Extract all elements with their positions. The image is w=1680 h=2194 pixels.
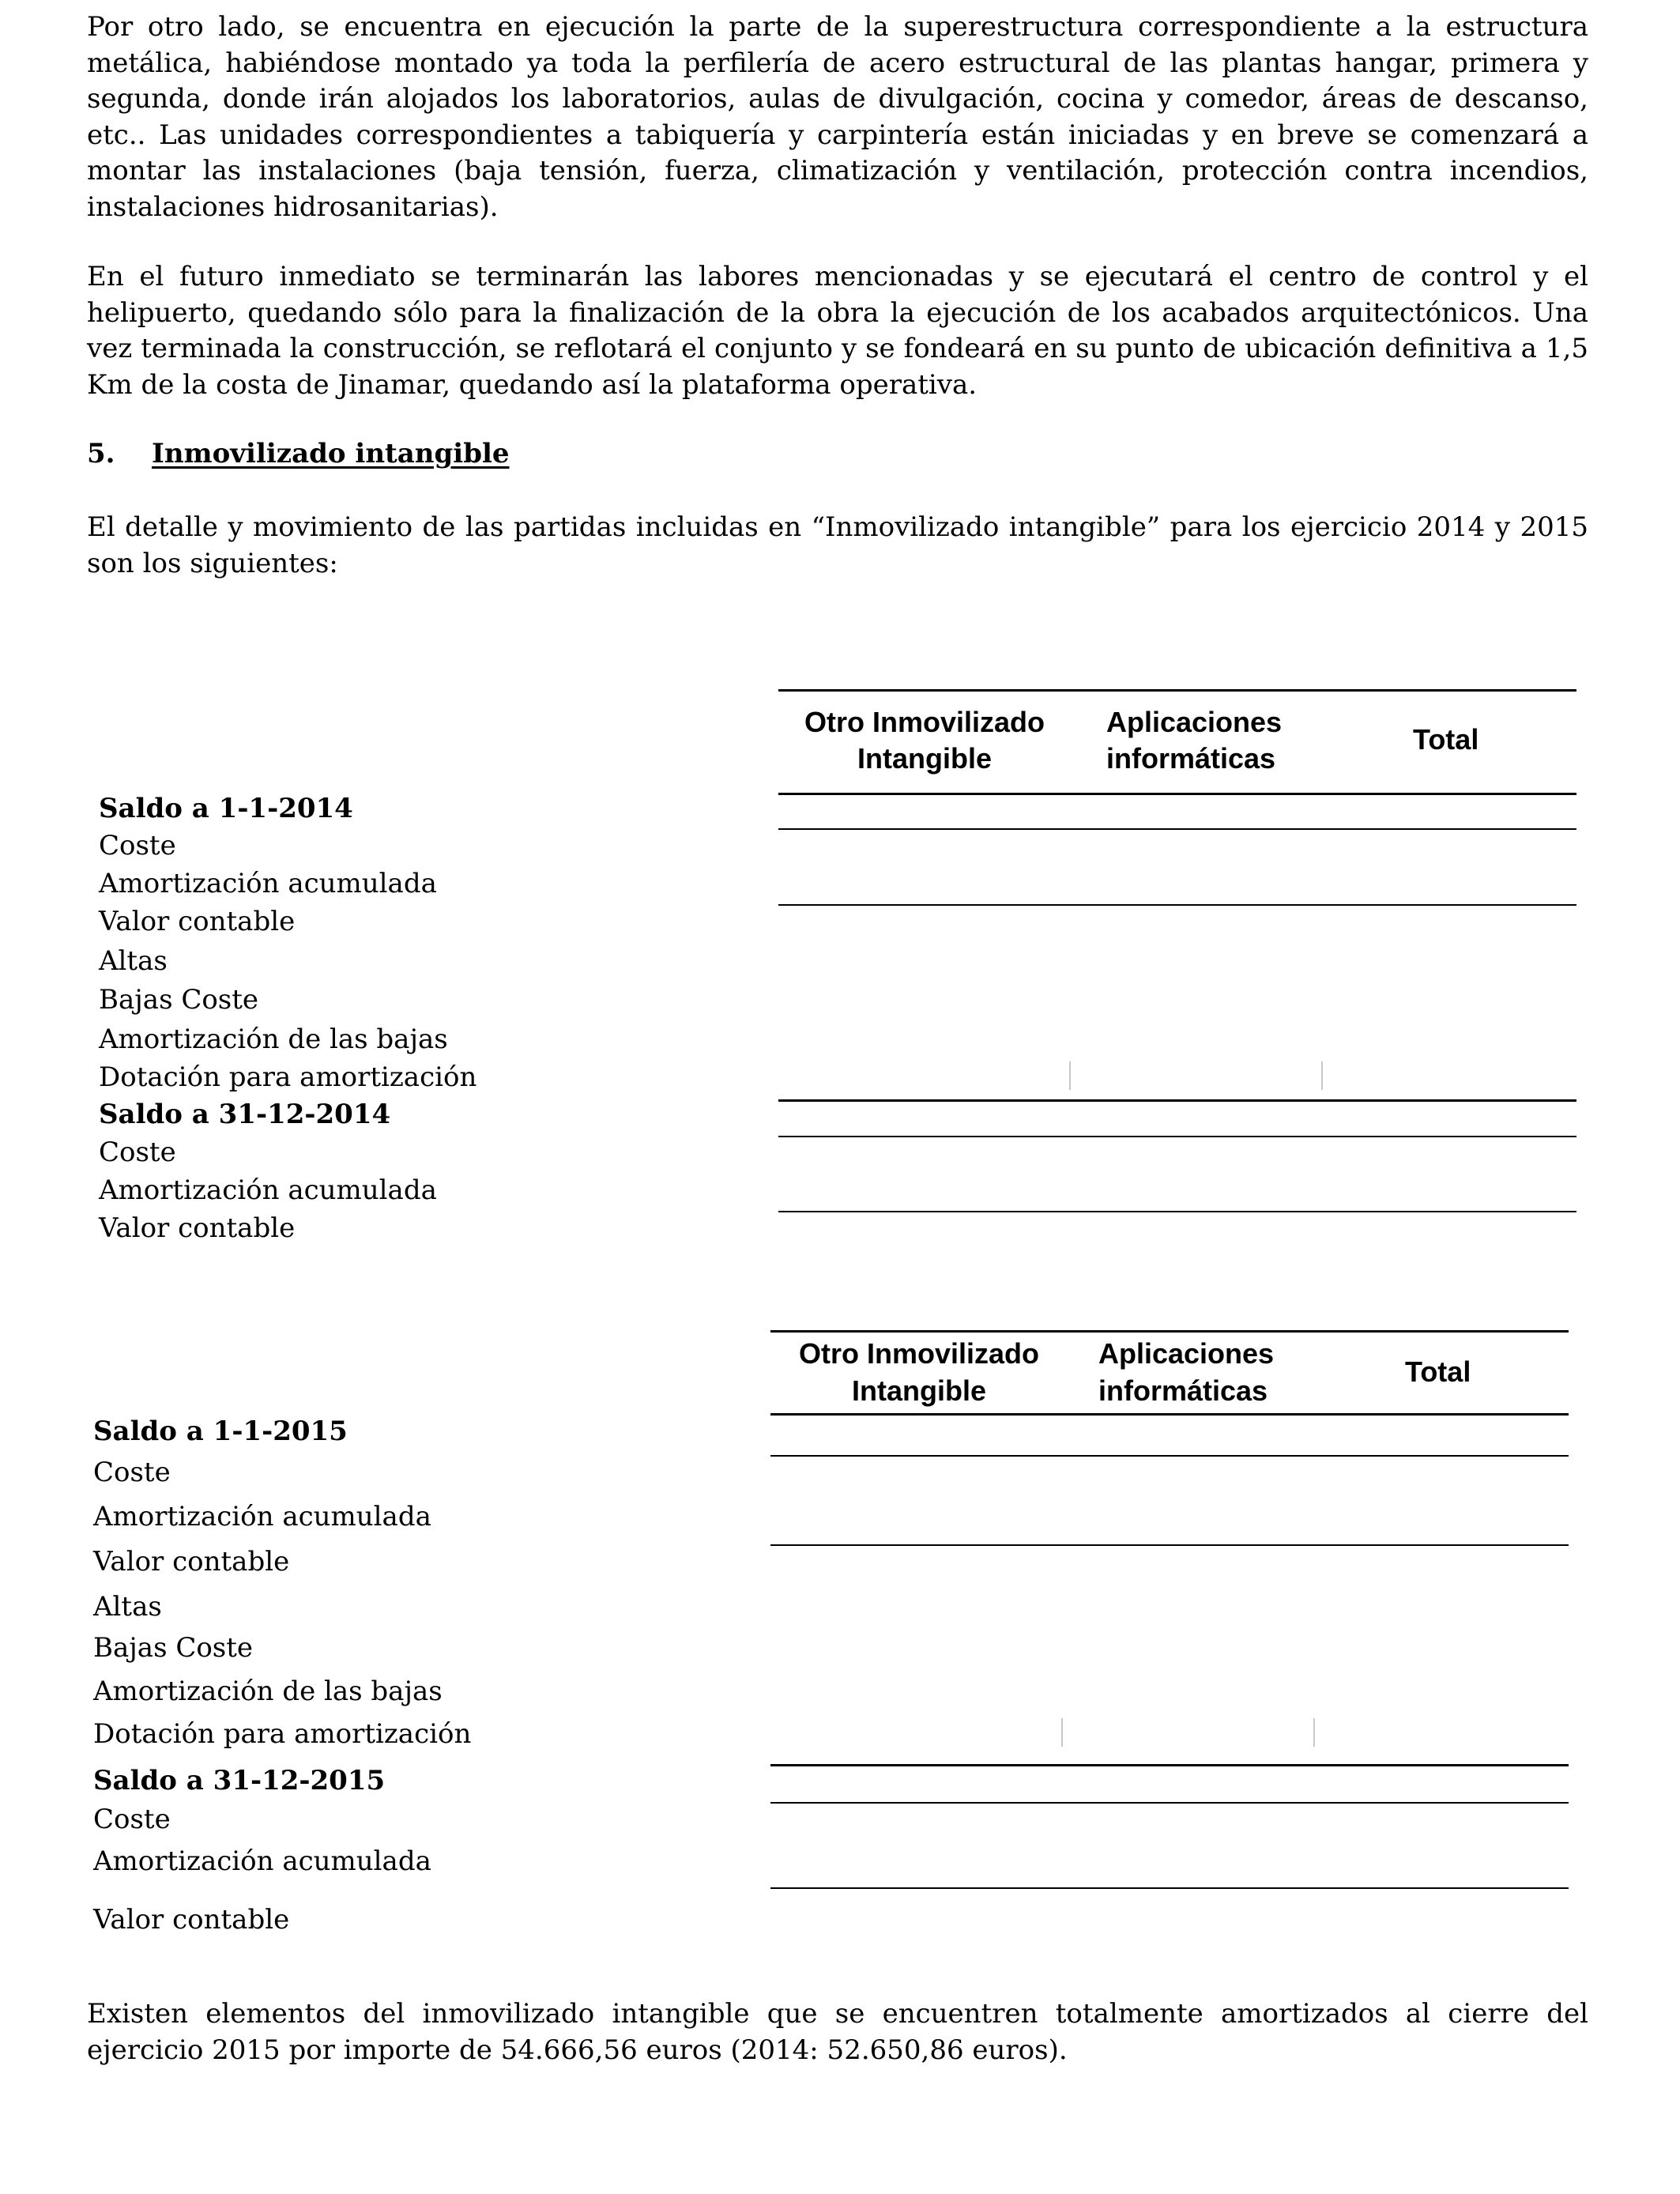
row-label: Saldo a 31-12-2014 — [99, 1099, 391, 1130]
cell-separator — [1313, 1718, 1315, 1747]
row-rule — [778, 1211, 1576, 1212]
cell-separator — [1069, 1061, 1071, 1090]
row-label: Amortización de las bajas — [99, 1023, 448, 1055]
column-header-total: Total — [1413, 723, 1479, 756]
row-label: Altas — [99, 945, 168, 977]
row-label: Bajas Coste — [99, 984, 259, 1016]
column-header: informáticas — [1098, 1374, 1268, 1407]
row-label: Dotación para amortización — [93, 1718, 472, 1750]
row-rule — [770, 1764, 1569, 1766]
header-rule — [770, 1330, 1569, 1333]
row-label: Valor contable — [93, 1904, 290, 1936]
row-rule — [778, 1136, 1576, 1137]
row-label: Amortización acumulada — [99, 1174, 437, 1206]
row-label: Amortización de las bajas — [93, 1676, 443, 1707]
row-rule — [770, 1413, 1569, 1416]
column-header: informáticas — [1106, 742, 1276, 775]
section-number: 5. — [87, 438, 115, 469]
row-label: Coste — [99, 1137, 176, 1168]
row-label: Altas — [93, 1591, 162, 1623]
row-label: Coste — [93, 1457, 171, 1488]
row-label: Bajas Coste — [93, 1632, 254, 1664]
row-label: Valor contable — [99, 906, 296, 937]
column-header: Aplicaciones — [1106, 706, 1283, 738]
row-label: Saldo a 1-1-2014 — [99, 793, 353, 824]
row-label: Saldo a 1-1-2015 — [93, 1416, 348, 1447]
row-rule — [770, 1887, 1569, 1889]
column-header-total: Total — [1405, 1355, 1471, 1388]
row-label: Amortización acumulada — [93, 1501, 431, 1532]
row-label: Coste — [93, 1804, 171, 1835]
column-header: Otro Inmovilizado — [804, 706, 1045, 738]
section-title: Inmovilizado intangible — [152, 438, 510, 469]
paragraph-intro-detail: El detalle y movimiento de las partidas incluidas en “Inmovilizado intangible” para los ejercicio 2014 y 2015 son los siguientes: — [87, 511, 1588, 579]
row-label: Coste — [99, 830, 176, 861]
row-rule — [770, 1802, 1569, 1804]
column-header: Otro Inmovilizado — [798, 1337, 1039, 1370]
row-rule — [778, 793, 1576, 795]
column-header: Aplicaciones — [1098, 1337, 1275, 1370]
row-rule — [778, 904, 1576, 906]
row-label: Amortización acumulada — [99, 868, 437, 899]
paragraph-fully-amortized: Existen elementos del inmovilizado intangible que se encuentren totalmente amortizados al cierre del ejercicio 2015 por importe de 54.666,56 euros (2014: 52.650,86 euros). — [87, 1998, 1588, 2066]
paragraph-future-works: En el futuro inmediato se terminarán las labores mencionadas y se ejecutará el centro de control y el helipuerto, quedando sólo para la finalización de la obra la ejecución de los acabados arquitectónicos. Una vez terminada la construcción, se reflotará el conjunto y se fondeará en su punto de ubicación definitiva a 1,5 Km de la costa de Jinamar, quedando así la plataforma operativa. — [87, 261, 1588, 401]
header-rule — [778, 689, 1576, 692]
row-label: Dotación para amortización — [99, 1061, 477, 1093]
row-rule — [778, 1099, 1576, 1102]
row-rule — [770, 1455, 1569, 1457]
column-header: Intangible — [857, 742, 992, 775]
row-label: Amortización acumulada — [93, 1845, 431, 1877]
row-label: Saldo a 31-12-2015 — [93, 1765, 386, 1796]
row-label: Valor contable — [99, 1212, 296, 1244]
paragraph-superstructure: Por otro lado, se encuentra en ejecución la parte de la superestructura correspondiente a la estructura metálica, habiéndose montado ya toda la perfilería de acero estructural de las plantas hangar, primera y segunda, donde irán alojados los laboratorios, aulas de divulgación, cocina y comedor, áreas de descanso, etc.. Las unidades correspondientes a tabiquería y carpintería están iniciadas y en breve se comenzará a montar las instalaciones (baja tensión, fuerza, climatización y ventilación, protección contra incendios, instalaciones hidrosanitarias). — [87, 11, 1588, 223]
cell-separator — [1061, 1718, 1063, 1747]
section-heading — [87, 436, 510, 472]
cell-separator — [1321, 1061, 1323, 1090]
column-header: Intangible — [852, 1374, 986, 1407]
row-rule — [770, 1544, 1569, 1546]
row-rule — [778, 828, 1576, 830]
row-label: Valor contable — [93, 1546, 290, 1578]
